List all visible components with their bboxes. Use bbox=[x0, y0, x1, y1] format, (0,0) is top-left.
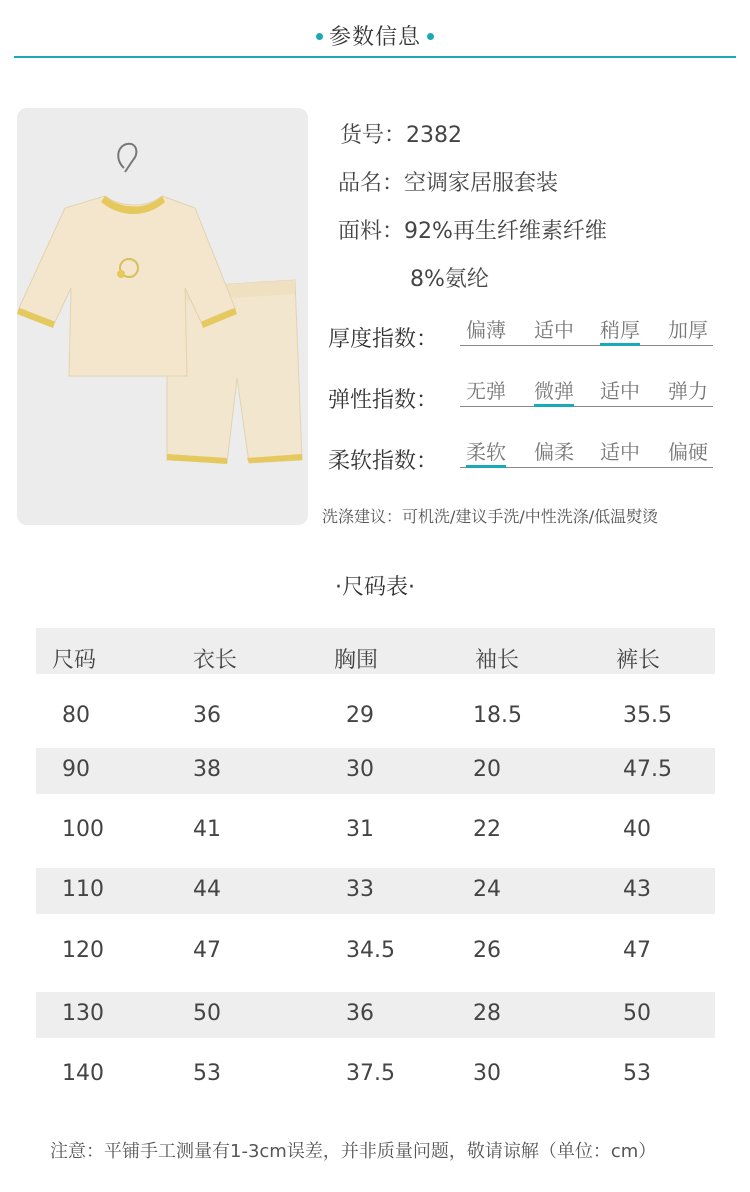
thickness-option: 加厚 bbox=[668, 318, 708, 342]
table-cell: 43 bbox=[623, 877, 651, 902]
thickness-option-selected: 稍厚 bbox=[600, 314, 640, 346]
table-row bbox=[36, 914, 715, 992]
table-cell: 140 bbox=[62, 1061, 104, 1086]
header-divider bbox=[14, 56, 736, 58]
section-title-text: 参数信息 bbox=[328, 25, 421, 50]
table-header-cell: 裤长 bbox=[616, 648, 661, 673]
item-number: 货号：2382 bbox=[340, 123, 462, 148]
table-cell: 20 bbox=[473, 757, 501, 782]
size-table bbox=[36, 628, 715, 1112]
table-header-cell: 袖长 bbox=[475, 648, 520, 673]
table-cell: 80 bbox=[62, 703, 90, 728]
fabric-composition: 面料：92%再生纤维素纤维 bbox=[338, 219, 607, 244]
elasticity-index bbox=[328, 373, 718, 417]
table-cell: 34.5 bbox=[346, 938, 395, 963]
table-cell: 37.5 bbox=[346, 1061, 395, 1086]
table-cell: 40 bbox=[623, 817, 651, 842]
table-row bbox=[36, 992, 715, 1038]
table-cell: 100 bbox=[62, 817, 104, 842]
table-cell: 50 bbox=[193, 1001, 221, 1026]
softness-option: 适中 bbox=[600, 440, 640, 464]
table-cell: 26 bbox=[473, 938, 501, 963]
table-cell: 22 bbox=[473, 817, 501, 842]
thickness-option: 适中 bbox=[534, 318, 574, 342]
table-cell: 35.5 bbox=[623, 703, 672, 728]
product-name: 品名：空调家居服套装 bbox=[338, 171, 559, 196]
elasticity-option: 适中 bbox=[600, 379, 640, 403]
table-cell: 47 bbox=[623, 938, 651, 963]
table-cell: 36 bbox=[193, 703, 221, 728]
elasticity-index-scale bbox=[460, 373, 713, 407]
softness-index bbox=[328, 434, 718, 478]
table-cell: 31 bbox=[346, 817, 374, 842]
table-cell: 24 bbox=[473, 877, 501, 902]
title-dot-right bbox=[427, 33, 434, 40]
softness-option: 偏柔 bbox=[534, 440, 574, 464]
table-cell: 41 bbox=[193, 817, 221, 842]
table-header-cell: 尺码 bbox=[52, 648, 97, 673]
table-cell: 50 bbox=[623, 1001, 651, 1026]
table-cell: 30 bbox=[473, 1061, 501, 1086]
table-row bbox=[36, 794, 715, 868]
table-cell: 29 bbox=[346, 703, 374, 728]
elasticity-option: 弹力 bbox=[668, 379, 708, 403]
table-cell: 47 bbox=[193, 938, 221, 963]
table-row bbox=[36, 868, 715, 914]
thickness-index-scale bbox=[460, 312, 713, 346]
thickness-option: 偏薄 bbox=[466, 318, 506, 342]
table-header-row bbox=[36, 628, 715, 674]
table-cell: 90 bbox=[62, 757, 90, 782]
measurement-note: 注意：平铺手工测量有1-3cm误差，并非质量问题，敬请谅解（单位：cm） bbox=[50, 1141, 657, 1162]
thickness-index-label: 厚度指数： bbox=[328, 327, 439, 352]
product-photo bbox=[17, 108, 308, 525]
table-cell: 47.5 bbox=[623, 757, 672, 782]
table-header-cell: 衣长 bbox=[193, 648, 238, 673]
table-cell: 18.5 bbox=[473, 703, 522, 728]
table-cell: 53 bbox=[193, 1061, 221, 1086]
thickness-index bbox=[328, 312, 718, 356]
table-spacer bbox=[36, 674, 715, 688]
pajama-set-illustration bbox=[17, 108, 308, 525]
table-cell: 53 bbox=[623, 1061, 651, 1086]
fabric-composition-2: 8%氨纶 bbox=[410, 267, 489, 292]
washing-advice: 洗涤建议：可机洗/建议手洗/中性洗涤/低温熨烫 bbox=[322, 507, 659, 526]
table-row bbox=[36, 748, 715, 794]
softness-index-scale bbox=[460, 434, 713, 468]
table-row bbox=[36, 1038, 715, 1112]
softness-option: 偏硬 bbox=[668, 440, 708, 464]
table-cell: 33 bbox=[346, 877, 374, 902]
table-cell: 30 bbox=[346, 757, 374, 782]
table-cell: 28 bbox=[473, 1001, 501, 1026]
elasticity-option: 无弹 bbox=[466, 379, 506, 403]
table-cell: 130 bbox=[62, 1001, 104, 1026]
elasticity-option-selected: 微弹 bbox=[534, 375, 574, 407]
softness-index-label: 柔软指数： bbox=[328, 449, 439, 474]
softness-option-selected: 柔软 bbox=[466, 436, 506, 468]
table-cell: 38 bbox=[193, 757, 221, 782]
section-title bbox=[0, 20, 750, 51]
table-cell: 110 bbox=[62, 877, 104, 902]
table-cell: 36 bbox=[346, 1001, 374, 1026]
table-cell: 44 bbox=[193, 877, 221, 902]
table-header-cell: 胸围 bbox=[334, 648, 379, 673]
elasticity-index-label: 弹性指数： bbox=[328, 388, 439, 413]
table-cell: 120 bbox=[62, 938, 104, 963]
title-dot-left bbox=[316, 33, 323, 40]
table-row bbox=[36, 688, 715, 748]
section-header bbox=[0, 0, 750, 60]
size-chart-title: ·尺码表· bbox=[335, 575, 415, 600]
